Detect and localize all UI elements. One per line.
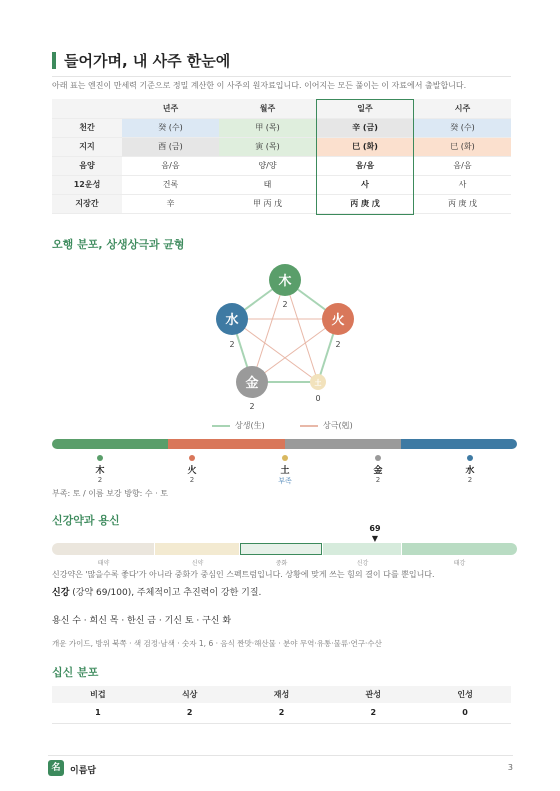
saju-cell: 사 <box>316 175 414 194</box>
dist-item-metal <box>358 455 398 484</box>
sipsin-value: 2 <box>236 703 328 723</box>
sipsin-header: 관성 <box>327 686 419 703</box>
saju-cell: 癸 (수) <box>414 118 511 137</box>
metal-label: 金 <box>245 376 259 391</box>
element-node-metal <box>236 366 268 411</box>
page-title: 들어가며, 내 사주 한눈에 <box>64 52 231 70</box>
wood-count: 2 <box>282 300 288 309</box>
dist-dot <box>189 455 195 461</box>
saju-cell: 음/음 <box>414 156 511 175</box>
sipsin-value: 0 <box>419 703 511 723</box>
strength-section-title: 신강약과 용신 <box>52 514 120 527</box>
saju-row-12unseong <box>52 175 511 194</box>
dist-dot <box>282 455 288 461</box>
saju-cell: 寅 (목) <box>219 137 316 156</box>
element-node-water <box>216 303 248 349</box>
spectrum-label: 태약 <box>97 560 110 567</box>
saju-row-label: 지지 <box>52 137 122 156</box>
sipsin-section-title: 십신 분포 <box>52 666 99 679</box>
saju-row-label: 지장간 <box>52 194 122 213</box>
dist-dot <box>375 455 381 461</box>
strength-note: 신강약은 '많을수록 좋다'가 아니라 중화가 중심인 스펙트럼입니다. 상황에 맞게 쓰는 힘의 결이 다를 뿐입니다. <box>52 570 435 579</box>
dist-seg-fire <box>168 439 284 449</box>
sipsin-header: 비겁 <box>52 686 144 703</box>
sipsin-value-row <box>52 703 511 723</box>
saju-header-month: 월주 <box>219 99 316 118</box>
saju-row-eumyang <box>52 156 511 175</box>
dist-name: 水 <box>465 466 475 476</box>
sipsin-value: 2 <box>327 703 419 723</box>
dist-seg-water <box>401 439 517 449</box>
dist-count: 부족 <box>278 477 292 485</box>
dist-name: 土 <box>280 466 290 476</box>
saju-cell: 음/음 <box>316 156 414 175</box>
spectrum-label: 신강 <box>356 560 369 567</box>
dist-count: 2 <box>97 476 103 484</box>
dist-seg-wood <box>52 439 168 449</box>
strength-spectrum-labels <box>52 558 517 567</box>
legend-sanggeuk <box>300 420 353 431</box>
sipsin-table <box>52 686 511 724</box>
spectrum-label: 신약 <box>191 560 204 567</box>
dist-count: 2 <box>189 476 195 484</box>
legend-sanggeuk-label: 상극(剋) <box>323 421 353 430</box>
dist-item-wood <box>80 455 120 484</box>
saju-row-cheongan <box>52 118 511 137</box>
strength-label: 신강 <box>52 588 70 598</box>
brand-logo: 名 <box>48 760 64 776</box>
page-number: 3 <box>507 763 513 772</box>
ohaeng-section-title: 오행 분포, 상생상극과 균형 <box>52 238 185 251</box>
saju-row-label: 음양 <box>52 156 122 175</box>
page-title-row <box>52 50 230 71</box>
fire-label: 火 <box>331 313 345 328</box>
spectrum-label: 중화 <box>275 560 288 567</box>
gaeun-guide: 개운 가이드, 방위 북쪽 · 색 검정·남색 · 숫자 1, 6 · 음식 짠맛·해산물 · 분야 무역·유통·물류·연구·수산 <box>52 639 382 648</box>
legend-sangsaeng-line <box>212 425 230 427</box>
element-node-earth <box>310 374 326 403</box>
saju-cell: 사 <box>414 175 511 194</box>
saju-cell: 癸 (수) <box>122 118 219 137</box>
legend-sangsaeng <box>212 420 265 431</box>
spectrum-seg-taegang <box>402 543 517 555</box>
saju-header-day: 일주 <box>316 99 414 118</box>
intro-text: 아래 표는 엔진이 만세력 기준으로 정밀 계산한 이 사주의 원자료입니다. 이어지는 모든 풀이는 이 자료에서 출발합니다. <box>52 81 467 90</box>
saju-cell: 丙 庚 戊 <box>414 194 511 213</box>
dist-count: 2 <box>375 476 381 484</box>
legend-sanggeuk-line <box>300 425 318 427</box>
title-accent-bar <box>52 52 56 69</box>
saju-row-jijanggan <box>52 194 511 213</box>
sipsin-value: 1 <box>52 703 144 723</box>
spectrum-seg-sinyak <box>155 543 239 555</box>
saju-cell: 양/양 <box>219 156 316 175</box>
spectrum-seg-taeyak <box>52 543 154 555</box>
dist-name: 火 <box>187 466 197 476</box>
saju-cell: 음/음 <box>122 156 219 175</box>
saju-cell: 辛 <box>122 194 219 213</box>
saju-header-row <box>52 99 511 118</box>
ohaeng-distribution-bar <box>52 439 517 449</box>
dist-item-water <box>450 455 490 484</box>
strength-detail: (강약 69/100), 주체적이고 추진력이 강한 기질. <box>72 588 262 598</box>
marker-triangle-icon: ▼ <box>371 534 379 543</box>
brand-name: 이름담 <box>70 766 97 776</box>
sipsin-header: 인성 <box>419 686 511 703</box>
legend-sangsaeng-label: 상생(生) <box>235 421 265 430</box>
strength-score: 69 <box>369 524 381 533</box>
lack-note: 부족: 토 / 이름 보강 방향: 수 · 토 <box>52 489 168 498</box>
ohaeng-pentagon-diagram <box>190 255 370 415</box>
saju-header-blank <box>52 99 122 118</box>
dist-seg-metal <box>285 439 401 449</box>
title-divider <box>52 76 511 77</box>
dist-dot <box>467 455 473 461</box>
saju-cell: 丙 庚 戊 <box>316 194 414 213</box>
saju-cell: 甲 丙 戊 <box>219 194 316 213</box>
fire-count: 2 <box>335 340 341 349</box>
saju-row-label: 12운성 <box>52 175 122 194</box>
saju-cell: 巳 (화) <box>414 137 511 156</box>
saju-cell: 辛 (금) <box>316 118 414 137</box>
dist-name: 金 <box>373 466 383 476</box>
saju-cell: 酉 (금) <box>122 137 219 156</box>
saju-cell: 甲 (목) <box>219 118 316 137</box>
dist-item-fire <box>172 455 212 484</box>
strength-marker <box>365 524 385 544</box>
dist-dot <box>97 455 103 461</box>
spectrum-seg-junghwa <box>240 543 322 555</box>
sipsin-header: 식상 <box>144 686 236 703</box>
earth-count: 0 <box>315 394 321 403</box>
water-count: 2 <box>229 340 235 349</box>
strength-summary <box>52 585 261 598</box>
dist-name: 木 <box>95 466 105 476</box>
element-node-fire <box>322 303 354 349</box>
saju-row-label: 천간 <box>52 118 122 137</box>
sipsin-value: 2 <box>144 703 236 723</box>
saju-header-hour: 시주 <box>414 99 511 118</box>
saju-cell: 巳 (화) <box>316 137 414 156</box>
metal-count: 2 <box>249 402 255 411</box>
spectrum-seg-singang <box>323 543 401 555</box>
sipsin-header-row <box>52 686 511 703</box>
yongsin-line: 용신 수 · 희신 목 · 한신 금 · 기신 토 · 구신 화 <box>52 616 232 626</box>
dist-count: 2 <box>467 476 473 484</box>
water-label: 水 <box>225 313 239 328</box>
saju-table <box>52 99 511 214</box>
dist-item-earth <box>265 455 305 486</box>
saju-row-jiji <box>52 137 511 156</box>
sipsin-header: 재성 <box>236 686 328 703</box>
saju-header-year: 년주 <box>122 99 219 118</box>
earth-label: 土 <box>314 379 322 387</box>
spectrum-label: 태강 <box>453 560 466 567</box>
strength-spectrum-bar <box>52 543 517 555</box>
element-node-wood <box>269 264 301 309</box>
saju-cell: 태 <box>219 175 316 194</box>
footer-divider <box>48 755 513 756</box>
wood-label: 木 <box>278 274 292 289</box>
saju-cell: 건록 <box>122 175 219 194</box>
